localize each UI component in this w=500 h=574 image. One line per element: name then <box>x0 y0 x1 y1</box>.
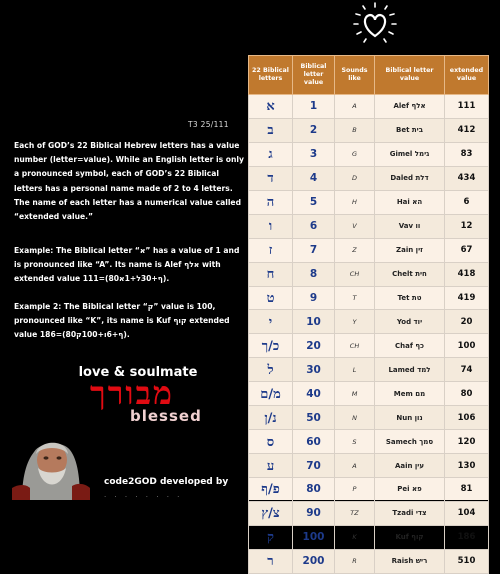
table-row <box>249 501 489 525</box>
table-row <box>249 549 489 573</box>
extended-value-cell: 100 <box>445 334 489 358</box>
sound-cell: Z <box>335 238 375 262</box>
table-row <box>249 262 489 286</box>
extended-value-cell: 412 <box>445 118 489 142</box>
extended-value-cell: 130 <box>445 454 489 478</box>
sound-cell: CH <box>335 262 375 286</box>
letter-value-cell: 200 <box>293 549 335 573</box>
hebrew-letter-cell: ב <box>249 118 293 142</box>
hebrew-letters-table <box>248 55 488 570</box>
letter-value-cell: 30 <box>293 358 335 382</box>
hebrew-letter-cell: ח <box>249 262 293 286</box>
extended-value-cell: 67 <box>445 238 489 262</box>
letter-value-cell: 90 <box>293 501 335 525</box>
extended-value-cell: 419 <box>445 286 489 310</box>
table-row <box>249 525 489 549</box>
extended-value-cell: 418 <box>445 262 489 286</box>
hebrew-letter-cell: ק <box>249 525 293 549</box>
extended-value-cell: 111 <box>445 95 489 119</box>
developer-credit: code2GOD developed by <box>104 477 229 487</box>
column-header: Biblical letter value <box>375 56 445 95</box>
sound-cell: N <box>335 406 375 430</box>
table-row <box>249 358 489 382</box>
letter-value-cell: 50 <box>293 406 335 430</box>
letter-name-cell: Pei פא <box>375 478 445 502</box>
letter-value-cell: 2 <box>293 118 335 142</box>
letter-name-cell: Lamed למד <box>375 358 445 382</box>
hebrew-letter-cell: א <box>249 95 293 119</box>
hebrew-letter-cell: ס <box>249 430 293 454</box>
letter-name-cell: Hai הא <box>375 190 445 214</box>
letter-value-cell: 9 <box>293 286 335 310</box>
letter-value-cell: 70 <box>293 454 335 478</box>
letter-name-cell: Kuf קוף <box>375 525 445 549</box>
letter-value-cell: 100 <box>293 525 335 549</box>
table-row <box>249 286 489 310</box>
example-2-paragraph: Example 2: The Biblical letter “ק” value is 100, pronounced like “K”, its name is Kuf קוף extended value 186=(80ף+6ו+100ק). <box>14 302 230 340</box>
extended-value-cell: 83 <box>445 142 489 166</box>
hebrew-letter-cell: ז <box>249 238 293 262</box>
sound-cell: A <box>335 454 375 478</box>
extended-value-cell: 106 <box>445 406 489 430</box>
hebrew-letter-cell: ל <box>249 358 293 382</box>
letter-value-cell: 5 <box>293 190 335 214</box>
table-row <box>249 334 489 358</box>
hebrew-letter-cell: מ/ם <box>249 382 293 406</box>
letter-value-cell: 60 <box>293 430 335 454</box>
column-header: Biblical letter value <box>293 56 335 95</box>
sound-cell: Y <box>335 310 375 334</box>
extended-value-cell: 120 <box>445 430 489 454</box>
sound-cell: M <box>335 382 375 406</box>
letter-name-cell: Bet בית <box>375 118 445 142</box>
sound-cell: V <box>335 214 375 238</box>
letter-name-cell: Chaf כף <box>375 334 445 358</box>
table-row <box>249 238 489 262</box>
letter-value-cell: 8 <box>293 262 335 286</box>
table-row <box>249 190 489 214</box>
column-header: Sounds like <box>335 56 375 95</box>
hebrew-letter-cell: נ/ן <box>249 406 293 430</box>
hebrew-blessed-word: מבורך <box>89 374 174 412</box>
hebrew-letter-cell: י <box>249 310 293 334</box>
sound-cell: G <box>335 142 375 166</box>
column-header: extended value <box>445 56 489 95</box>
letter-name-cell: Chelt חית <box>375 262 445 286</box>
letter-value-cell: 6 <box>293 214 335 238</box>
extended-value-cell: 80 <box>445 382 489 406</box>
letter-name-cell: Yod יוד <box>375 310 445 334</box>
letter-name-cell: Mem מם <box>375 382 445 406</box>
extended-value-cell: 434 <box>445 166 489 190</box>
sound-cell: R <box>335 549 375 573</box>
sound-cell: P <box>335 478 375 502</box>
table-row <box>249 95 489 119</box>
hebrew-letter-cell: ה <box>249 190 293 214</box>
hebrew-letter-cell: צ/ץ <box>249 501 293 525</box>
letter-value-cell: 40 <box>293 382 335 406</box>
heart-icon <box>330 0 420 48</box>
intro-paragraph: Each of GOD’s 22 Biblical Hebrew letters has a value number (letter=value). While an English letter is only a pronounced symbol, each of GOD’s 22 Biblical letters has a personal name made of 2 to 4 letters. The name of each letter has a numerical value called “extended value.” <box>14 141 244 222</box>
letter-name-cell: Samech סמך <box>375 430 445 454</box>
hebrew-letter-cell: ע <box>249 454 293 478</box>
table-row <box>249 430 489 454</box>
letter-value-cell: 4 <box>293 166 335 190</box>
letter-name-cell: Zain זין <box>375 238 445 262</box>
letter-value-cell: 80 <box>293 478 335 502</box>
letter-name-cell: Gimel גימל <box>375 142 445 166</box>
sound-cell: A <box>335 95 375 119</box>
extended-value-cell: 20 <box>445 310 489 334</box>
column-header: 22 Biblical letters <box>249 56 293 95</box>
letter-value-cell: 1 <box>293 95 335 119</box>
sound-cell: L <box>335 358 375 382</box>
extended-value-cell: 74 <box>445 358 489 382</box>
letter-name-cell: Tzadi צדי <box>375 501 445 525</box>
hebrew-letter-cell: ג <box>249 142 293 166</box>
hebrew-letter-cell: ט <box>249 286 293 310</box>
table-row <box>249 214 489 238</box>
table-row <box>249 478 489 502</box>
letter-name-cell: Tet טת <box>375 286 445 310</box>
extended-value-cell: 12 <box>445 214 489 238</box>
hebrew-letter-cell: ו <box>249 214 293 238</box>
letter-value-cell: 20 <box>293 334 335 358</box>
letter-name-cell: Aain עין <box>375 454 445 478</box>
letter-name-cell: Nun נון <box>375 406 445 430</box>
table-row <box>249 118 489 142</box>
sound-cell: D <box>335 166 375 190</box>
sound-cell: T <box>335 286 375 310</box>
sound-cell: K <box>335 525 375 549</box>
extended-value-cell: 186 <box>445 525 489 549</box>
table-row <box>249 454 489 478</box>
sound-cell: S <box>335 430 375 454</box>
extended-value-cell: 104 <box>445 501 489 525</box>
extended-value-cell: 6 <box>445 190 489 214</box>
hebrew-letter-cell: פ/ף <box>249 478 293 502</box>
letter-name-cell: Vav וו <box>375 214 445 238</box>
page-reference: T3 25/111 <box>188 120 229 129</box>
hebrew-letter-cell: כ/ך <box>249 334 293 358</box>
hebrew-letter-cell: ד <box>249 166 293 190</box>
love-soulmate-text: love & soulmate <box>78 365 198 380</box>
letter-name-cell: Alef אלף <box>375 95 445 119</box>
extended-value-cell: 81 <box>445 478 489 502</box>
table-row <box>249 406 489 430</box>
table-header-row <box>249 56 489 95</box>
table-row <box>249 310 489 334</box>
letter-value-cell: 3 <box>293 142 335 166</box>
extended-value-cell: 510 <box>445 549 489 573</box>
letter-name-cell: Daled דלת <box>375 166 445 190</box>
sound-cell: H <box>335 190 375 214</box>
table-row <box>249 142 489 166</box>
letter-value-cell: 10 <box>293 310 335 334</box>
hebrew-letter-cell: ר <box>249 549 293 573</box>
letter-value-cell: 7 <box>293 238 335 262</box>
sound-cell: B <box>335 118 375 142</box>
bearded-man-portrait <box>12 428 90 500</box>
blessed-text: blessed <box>130 407 202 425</box>
table-row <box>249 166 489 190</box>
sound-cell: TZ <box>335 501 375 525</box>
letter-name-cell: Raish ריש <box>375 549 445 573</box>
table-row <box>249 382 489 406</box>
sound-cell: CH <box>335 334 375 358</box>
example-paragraph: Example: The Biblical letter “א” has a value of 1 and is pronounced like “A”. Its name is Alef אלף with extended value 111=(80ף+30ל+1א). <box>14 246 240 284</box>
developer-credit-sub: · · · · · · · · <box>104 493 183 501</box>
